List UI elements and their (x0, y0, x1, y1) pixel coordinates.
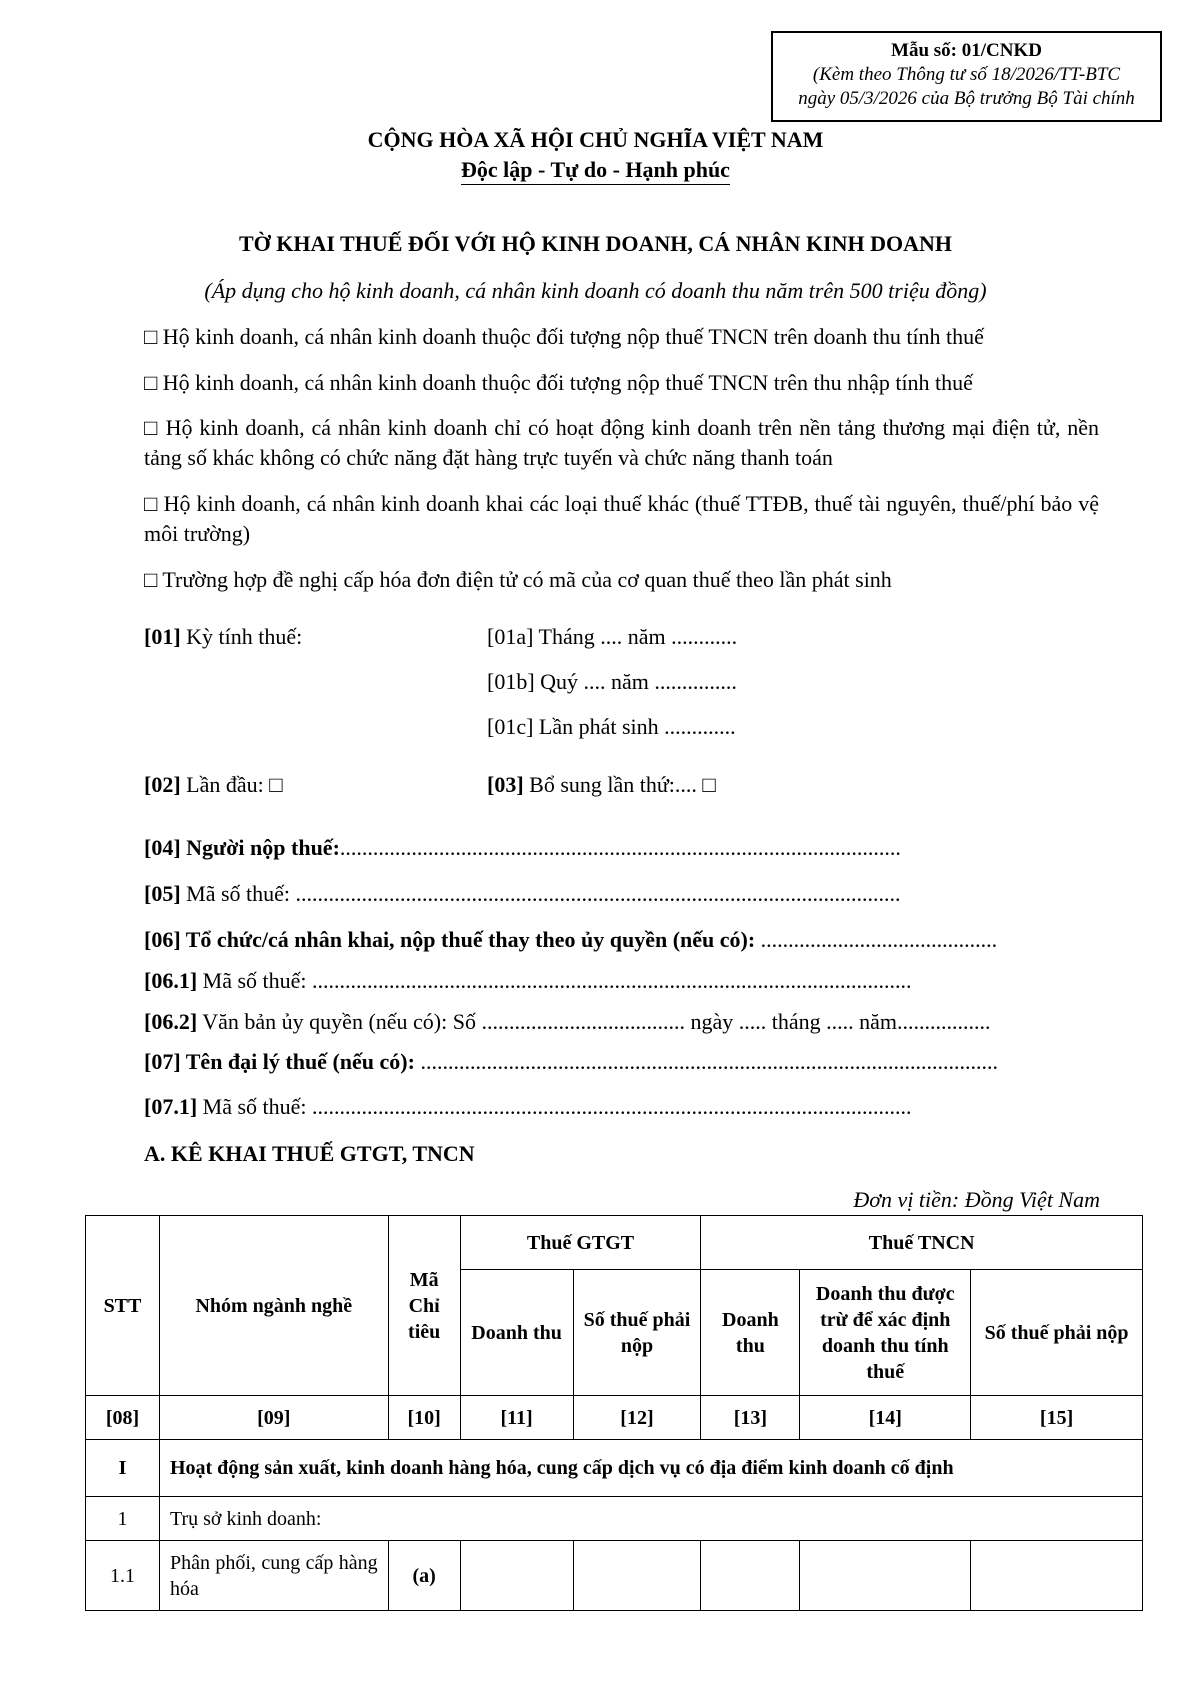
section-a-heading: A. KÊ KHAI THUẾ GTGT, TNCN (144, 1141, 475, 1166)
field-03-label: Bổ sung lần thứ:.... □ (523, 772, 716, 797)
header-stt: STT (86, 1216, 160, 1396)
option-checkbox-5[interactable]: □ Trường hợp đề nghị cấp hóa đơn điện tử có mã của cơ quan thuế theo lần phát sinh (144, 567, 892, 592)
field-03-code: [03] (487, 772, 524, 797)
field-06-2-label: Văn bản ủy quyền (nếu có): Số ..................................... ngày ..... tháng ..... năm................. (197, 1009, 991, 1034)
cell-pit-revenue[interactable] (701, 1541, 800, 1611)
column-code-14: [14] (800, 1396, 971, 1440)
column-code-12: [12] (573, 1396, 701, 1440)
cell-pit-payable[interactable] (971, 1541, 1143, 1611)
field-01-tax-period (144, 623, 302, 651)
field-02-label: Lần đầu: □ (180, 772, 283, 797)
option-checkbox-3[interactable]: □ Hộ kinh doanh, cá nhân kinh doanh chỉ có hoạt động kinh doanh trên nền tảng thương mại điện tử, nền tảng số khác không có chức năng đặt hàng trực tuyến và chức năng thanh toán (144, 415, 1099, 470)
field-04-taxpayer[interactable] (144, 834, 901, 862)
header-indicator-code: Mã Chỉ tiêu (388, 1216, 460, 1396)
national-motto (0, 156, 1191, 184)
column-code-10: [10] (388, 1396, 460, 1440)
row-label: Phân phối, cung cấp hàng hóa (159, 1541, 388, 1611)
row-stt: I (86, 1440, 160, 1497)
field-07-label: [07] Tên đại lý thuế (nếu có): (144, 1049, 415, 1074)
row-label: Hoạt động sản xuất, kinh doanh hàng hóa, cung cấp dịch vụ có địa điểm kinh doanh cố định (159, 1440, 1142, 1497)
field-06-2-code: [06.2] (144, 1009, 198, 1034)
column-code-08: [08] (86, 1396, 160, 1440)
row-indicator-code: (a) (388, 1541, 460, 1611)
motto-text: Độc lập - Tự do - Hạnh phúc (461, 157, 730, 185)
field-06-1-label: Mã số thuế: ............................................................................................................. (197, 968, 912, 993)
column-code-13: [13] (701, 1396, 800, 1440)
field-04-dots: ...................................................................................................... (339, 835, 901, 860)
document-subtitle: (Áp dụng cho hộ kinh doanh, cá nhân kinh doanh có doanh thu năm trên 500 triệu đồng) (204, 278, 987, 303)
header-vat: Thuế GTGT (460, 1216, 701, 1270)
field-05-code: [05] (144, 881, 181, 906)
form-note-line1: (Kèm theo Thông tư số 18/2026/TT-BTC (812, 64, 1121, 85)
field-07-1-tax-id[interactable] (144, 1093, 912, 1121)
row-stt: 1.1 (86, 1541, 160, 1611)
field-07-1-code: [07.1] (144, 1094, 198, 1119)
row-stt: 1 (86, 1497, 160, 1541)
header-pit: Thuế TNCN (701, 1216, 1143, 1270)
field-06-label: [06] Tổ chức/cá nhân khai, nộp thuế thay theo ủy quyền (nếu có): (144, 927, 756, 952)
option-checkbox-4[interactable]: □ Hộ kinh doanh, cá nhân kinh doanh khai các loại thuế khác (thuế TTĐB, thuế tài nguyên, thuế/phí bảo vệ môi trường) (144, 491, 1099, 546)
document-title: TỜ KHAI THUẾ ĐỐI VỚI HỘ KINH DOANH, CÁ NHÂN KINH DOANH (238, 231, 953, 256)
field-07-tax-agent[interactable] (144, 1048, 998, 1076)
field-06-1-tax-id[interactable] (144, 967, 912, 995)
field-05-label: Mã số thuế: .............................................................................................................. (180, 881, 901, 906)
header-vat-payable: Số thuế phải nộp (573, 1270, 701, 1396)
field-03-supplement[interactable] (487, 771, 716, 799)
form-note-line2: ngày 05/3/2026 của Bộ trưởng Bộ Tài chính (798, 88, 1135, 109)
cell-pit-deductible-revenue[interactable] (800, 1541, 971, 1611)
header-pit-revenue: Doanh thu (701, 1270, 800, 1396)
table-row (86, 1440, 1143, 1497)
field-01b-quarter[interactable]: [01b] Quý .... năm ............... (487, 669, 737, 694)
table-row (86, 1497, 1143, 1541)
row-label: Trụ sở kinh doanh: (159, 1497, 1142, 1541)
field-07-dots: ......................................................................................................... (414, 1049, 998, 1074)
header-business-group: Nhóm ngành nghề (159, 1216, 388, 1396)
form-code: Mẫu số: 01/CNKD (891, 40, 1042, 61)
option-checkbox-1[interactable]: □ Hộ kinh doanh, cá nhân kinh doanh thuộc đối tượng nộp thuế TNCN trên doanh thu tính thuế (144, 324, 984, 349)
field-06-2-authorization-doc[interactable] (144, 1008, 991, 1036)
header-pit-payable: Số thuế phải nộp (971, 1270, 1143, 1396)
field-02-code: [02] (144, 772, 181, 797)
column-code-15: [15] (971, 1396, 1143, 1440)
field-07-1-label: Mã số thuế: ............................................................................................................. (197, 1094, 912, 1119)
currency-unit: Đơn vị tiền: Đồng Việt Nam (853, 1187, 1100, 1212)
cell-vat-revenue[interactable] (460, 1541, 573, 1611)
field-01-label: Kỳ tính thuế: (180, 624, 303, 649)
field-05-tax-id[interactable] (144, 880, 901, 908)
tax-declaration-table (85, 1215, 1143, 1611)
field-06-dots: ........................................... (755, 927, 998, 952)
field-01a-month[interactable]: [01a] Tháng .... năm ............ (487, 624, 738, 649)
header-vat-revenue: Doanh thu (460, 1270, 573, 1396)
table-row (86, 1541, 1143, 1611)
header-pit-deductible-revenue: Doanh thu được trừ để xác định doanh thu tính thuế (800, 1270, 971, 1396)
field-04-label: [04] Người nộp thuế: (144, 835, 340, 860)
form-code-box (771, 31, 1162, 122)
field-01c-occurrence[interactable]: [01c] Lần phát sinh ............. (487, 714, 736, 739)
column-code-11: [11] (460, 1396, 573, 1440)
national-title: CỘNG HÒA XÃ HỘI CHỦ NGHĨA VIỆT NAM (367, 127, 824, 152)
cell-vat-payable[interactable] (573, 1541, 701, 1611)
column-code-09: [09] (159, 1396, 388, 1440)
field-06-1-code: [06.1] (144, 968, 198, 993)
field-01-code: [01] (144, 624, 181, 649)
field-06-authorized-party[interactable] (144, 926, 997, 954)
option-checkbox-2[interactable]: □ Hộ kinh doanh, cá nhân kinh doanh thuộc đối tượng nộp thuế TNCN trên thu nhập tính thuế (144, 370, 973, 395)
field-02-first-time[interactable] (144, 771, 283, 799)
